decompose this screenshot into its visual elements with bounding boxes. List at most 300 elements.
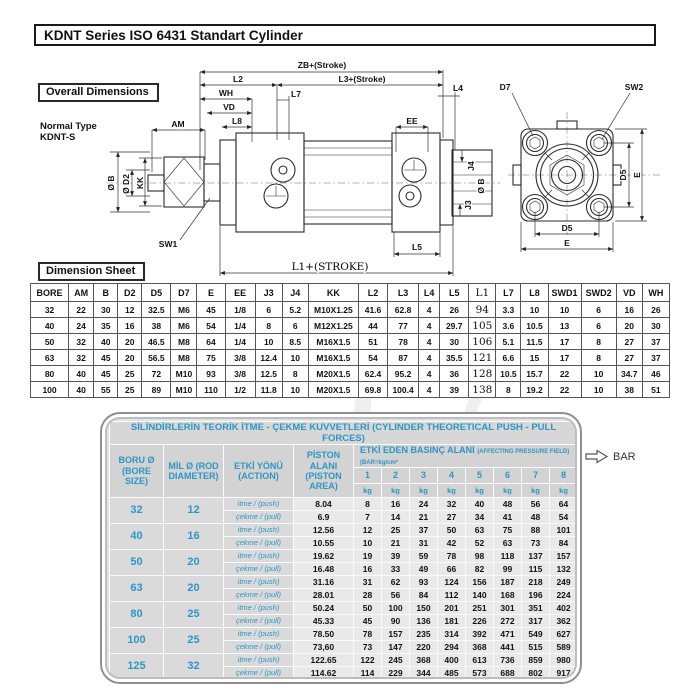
- dim-cell: 30: [94, 302, 118, 318]
- dim-col-header-vd: VD: [616, 284, 642, 302]
- dim-cell: 3/8: [225, 366, 255, 382]
- push-force-value: 157: [550, 549, 578, 562]
- rod-value: 25: [164, 601, 224, 627]
- push-force-value: 156: [466, 575, 494, 588]
- dim-cell: 20: [616, 318, 642, 334]
- dim-row-bore-63: [31, 350, 670, 366]
- push-force-value: 39: [382, 549, 410, 562]
- pull-force-value: 224: [550, 588, 578, 601]
- dim-cell: 32: [69, 350, 94, 366]
- dim-cell: 38: [142, 318, 171, 334]
- push-force-value: 471: [494, 627, 522, 640]
- dim-label-wh: WH: [218, 88, 234, 98]
- action-pull-label: çekme / (pull): [224, 640, 294, 653]
- piston-area-pull: 114.62: [294, 666, 354, 679]
- force-row-push-32: [110, 497, 578, 510]
- bore-value: 63: [110, 575, 164, 601]
- dim-cell: 138: [469, 382, 496, 398]
- dim-cell: 4: [419, 382, 440, 398]
- dim-cell: 24: [69, 318, 94, 334]
- dim-label-l4: L4: [453, 83, 463, 93]
- dim-label-l7: L7: [291, 89, 301, 99]
- pull-force-value: 84: [550, 536, 578, 549]
- dim-cell: 16: [616, 302, 642, 318]
- dim-cell: M10: [171, 382, 197, 398]
- dim-cell: 63: [31, 350, 69, 366]
- dim-cell: 56.5: [142, 350, 171, 366]
- pull-force-value: 27: [438, 510, 466, 523]
- pull-force-value: 112: [438, 588, 466, 601]
- force-row-push-80: [110, 601, 578, 614]
- rod-value: 16: [164, 523, 224, 549]
- dim-col-header-d2: D2: [118, 284, 142, 302]
- dim-cell: 3.6: [496, 318, 521, 334]
- piston-area-pull: 10.55: [294, 536, 354, 549]
- pull-force-value: 10: [354, 536, 382, 549]
- dim-col-header-l7: L7: [496, 284, 521, 302]
- col-header-piston-area: PİSTON ALANI (PISTON AREA): [294, 445, 354, 498]
- push-force-value: 235: [410, 627, 438, 640]
- dim-cell: 89: [142, 382, 171, 398]
- dim-cell: 50: [31, 334, 69, 350]
- dim-cell: 100.4: [388, 382, 419, 398]
- pull-force-value: 73: [354, 640, 382, 653]
- push-force-value: 157: [382, 627, 410, 640]
- dim-cell: 37: [642, 334, 669, 350]
- bar-col-5: 5: [466, 467, 494, 483]
- dim-cell: 10: [282, 350, 308, 366]
- dim-label-l8: L8: [232, 116, 242, 126]
- dim-label-j4: J4: [466, 161, 476, 171]
- pull-force-value: 362: [550, 614, 578, 627]
- dim-cell: M16X1.5: [308, 350, 358, 366]
- push-force-value: 251: [466, 601, 494, 614]
- bore-value: 50: [110, 549, 164, 575]
- pull-force-value: 589: [550, 640, 578, 653]
- dim-cell: M10X1.25: [308, 302, 358, 318]
- dim-col-header-j4: J4: [282, 284, 308, 302]
- pull-force-value: 181: [438, 614, 466, 627]
- bar-col-1: 1: [354, 467, 382, 483]
- dim-col-header-b: B: [94, 284, 118, 302]
- push-force-value: 122: [354, 653, 382, 666]
- push-force-value: 627: [550, 627, 578, 640]
- dim-cell: 19.2: [521, 382, 548, 398]
- bore-value: 100: [110, 627, 164, 653]
- push-force-value: 25: [382, 523, 410, 536]
- kg-unit: kg: [410, 483, 438, 497]
- dim-cell: 64: [197, 334, 225, 350]
- dim-cell: 62.4: [358, 366, 387, 382]
- push-force-value: 32: [438, 497, 466, 510]
- push-force-value: 549: [522, 627, 550, 640]
- col-header-rod-diameter: MİL Ø (ROD DIAMETER): [164, 445, 224, 498]
- push-force-value: 980: [550, 653, 578, 666]
- dim-cell: 93: [197, 366, 225, 382]
- push-force-value: 736: [494, 653, 522, 666]
- push-force-value: 75: [494, 523, 522, 536]
- piston-area-pull: 45.33: [294, 614, 354, 627]
- kg-unit: kg: [466, 483, 494, 497]
- dim-cell: 10: [255, 334, 282, 350]
- dim-cell: 26: [440, 302, 469, 318]
- pull-force-value: 220: [410, 640, 438, 653]
- push-force-value: 368: [410, 653, 438, 666]
- bore-value: 32: [110, 497, 164, 523]
- piston-area-push: 19.62: [294, 549, 354, 562]
- force-table-title: SİLİNDİRLERİN TEORİK İTME - ÇEKME KUVVETLERİ (CYLINDER THEORETICAL PUSH - PULL FORCES): [110, 422, 578, 445]
- push-force-value: 301: [494, 601, 522, 614]
- bar-col-7: 7: [522, 467, 550, 483]
- dim-cell: 17: [548, 350, 581, 366]
- pull-force-value: 132: [550, 562, 578, 575]
- push-force-value: 50: [438, 523, 466, 536]
- dim-cell: 8: [581, 350, 616, 366]
- force-table-inner: [105, 417, 577, 679]
- action-push-label: itme / (push): [224, 575, 294, 588]
- push-force-value: 48: [494, 497, 522, 510]
- dim-cell: 8: [282, 366, 308, 382]
- force-table-panel: [100, 412, 582, 684]
- pull-force-value: 140: [466, 588, 494, 601]
- dim-cell: 6: [581, 318, 616, 334]
- action-pull-label: çekme / (pull): [224, 536, 294, 549]
- dim-col-header-l3: L3: [388, 284, 419, 302]
- dim-col-header-l4: L4: [419, 284, 440, 302]
- kg-unit: kg: [382, 483, 410, 497]
- push-force-value: 351: [522, 601, 550, 614]
- pull-force-value: 99: [494, 562, 522, 575]
- dim-row-bore-80: [31, 366, 670, 382]
- pull-force-value: 802: [522, 666, 550, 679]
- dim-cell: 45: [94, 350, 118, 366]
- dim-cell: 45: [197, 302, 225, 318]
- dim-cell: 62.8: [388, 302, 419, 318]
- pull-force-value: 34: [466, 510, 494, 523]
- dim-col-header-l2: L2: [358, 284, 387, 302]
- pull-force-value: 49: [410, 562, 438, 575]
- pull-force-value: 7: [354, 510, 382, 523]
- dim-label-j3: J3: [463, 200, 473, 210]
- push-force-value: 98: [466, 549, 494, 562]
- pull-force-value: 73: [522, 536, 550, 549]
- dim-cell: 22: [69, 302, 94, 318]
- dim-cell: M6: [171, 318, 197, 334]
- dim-cell: 75: [197, 350, 225, 366]
- dim-label-e-v: E: [632, 172, 642, 178]
- dim-col-header-swd2: SWD2: [581, 284, 616, 302]
- pull-force-value: 14: [382, 510, 410, 523]
- dim-label-l1: L1+(STROKE): [291, 261, 369, 273]
- push-force-value: 50: [354, 601, 382, 614]
- push-force-value: 137: [522, 549, 550, 562]
- dim-cell: 4: [419, 366, 440, 382]
- dim-cell: 17: [548, 334, 581, 350]
- dim-cell: 40: [31, 318, 69, 334]
- push-force-value: 19: [354, 549, 382, 562]
- dim-label-l2: L2: [233, 74, 243, 84]
- dim-cell: 38: [616, 382, 642, 398]
- pressure-header-note: (AFFECTING PRESSURE FIELD) (BAR=kg/cm²: [360, 449, 570, 466]
- push-force-value: 100: [382, 601, 410, 614]
- action-push-label: itme / (push): [224, 653, 294, 666]
- pull-force-value: 226: [466, 614, 494, 627]
- dim-cell: M10: [171, 366, 197, 382]
- dim-label-dia-b-left: Ø B: [106, 175, 116, 191]
- dimension-sheet-table: [30, 283, 670, 398]
- dim-cell: 25: [118, 366, 142, 382]
- dim-cell: 121: [469, 350, 496, 366]
- dim-row-bore-100: [31, 382, 670, 398]
- kg-unit: kg: [354, 483, 382, 497]
- dim-cell: 80: [31, 366, 69, 382]
- dim-cell: 15: [521, 350, 548, 366]
- push-force-value: 8: [354, 497, 382, 510]
- action-push-label: itme / (push): [224, 601, 294, 614]
- col-header-action: ETKİ YÖNÜ (ACTION): [224, 445, 294, 498]
- push-force-value: 12: [354, 523, 382, 536]
- dim-cell: 44: [358, 318, 387, 334]
- push-force-value: 187: [494, 575, 522, 588]
- push-force-value: 37: [410, 523, 438, 536]
- page-title: KDNT Series ISO 6431 Standart Cylinder: [34, 24, 656, 46]
- dim-cell: 10: [548, 302, 581, 318]
- dim-cell: 6.6: [496, 350, 521, 366]
- pull-force-value: 441: [494, 640, 522, 653]
- action-push-label: itme / (push): [224, 523, 294, 536]
- kg-unit: kg: [438, 483, 466, 497]
- dim-cell: 32: [31, 302, 69, 318]
- bar-col-4: 4: [438, 467, 466, 483]
- dimension-lines: [110, 70, 647, 276]
- dim-cell: 77: [388, 318, 419, 334]
- overall-dimensions-label: Overall Dimensions: [38, 83, 159, 102]
- dim-col-header-j3: J3: [255, 284, 282, 302]
- pull-force-value: 41: [494, 510, 522, 523]
- dim-cell: 6: [282, 318, 308, 334]
- dim-cell: 12.5: [255, 366, 282, 382]
- normal-type-label: [40, 121, 97, 144]
- force-row-push-40: [110, 523, 578, 536]
- push-force-value: 124: [438, 575, 466, 588]
- push-force-value: 150: [410, 601, 438, 614]
- dim-label-l3: L3+(Stroke): [338, 74, 386, 84]
- dim-cell: 69.8: [358, 382, 387, 398]
- action-push-label: itme / (push): [224, 549, 294, 562]
- pull-force-value: 45: [354, 614, 382, 627]
- dim-label-zb: ZB+(Stroke): [297, 60, 347, 70]
- piston-area-pull: 6.9: [294, 510, 354, 523]
- pull-force-value: 114: [354, 666, 382, 679]
- dim-label-vd: VD: [223, 102, 235, 112]
- push-force-value: 40: [466, 497, 494, 510]
- bar-col-6: 6: [494, 467, 522, 483]
- dim-cell: 10: [282, 382, 308, 398]
- push-force-value: 392: [466, 627, 494, 640]
- dimension-sheet-header-row: [31, 284, 670, 302]
- dim-label-d7: D7: [499, 82, 511, 92]
- dim-cell: 30: [642, 318, 669, 334]
- pull-force-value: 485: [438, 666, 466, 679]
- piston-area-pull: 73,60: [294, 640, 354, 653]
- pull-force-value: 28: [354, 588, 382, 601]
- pull-force-value: 21: [410, 510, 438, 523]
- dim-cell: 54: [358, 350, 387, 366]
- dim-cell: 12: [118, 302, 142, 318]
- force-row-push-100: [110, 627, 578, 640]
- dim-cell: 95.2: [388, 366, 419, 382]
- pull-force-value: 344: [410, 666, 438, 679]
- rod-value: 25: [164, 627, 224, 653]
- pull-force-value: 917: [550, 666, 578, 679]
- dim-col-header-d7: D7: [171, 284, 197, 302]
- push-force-value: 78: [354, 627, 382, 640]
- dim-label-d5-h: D5: [561, 223, 573, 233]
- push-force-value: 245: [382, 653, 410, 666]
- dim-cell: 30: [440, 334, 469, 350]
- dim-cell: 29.7: [440, 318, 469, 334]
- flange-profile-view: [452, 150, 492, 216]
- dim-cell: 87: [388, 350, 419, 366]
- kg-unit: kg: [494, 483, 522, 497]
- action-push-label: itme / (push): [224, 497, 294, 510]
- dim-cell: 22: [548, 382, 581, 398]
- dim-cell: 106: [469, 334, 496, 350]
- pull-force-value: 48: [522, 510, 550, 523]
- dim-cell: 46: [642, 366, 669, 382]
- dim-cell: 4: [419, 350, 440, 366]
- push-force-value: 63: [466, 523, 494, 536]
- push-force-value: 78: [438, 549, 466, 562]
- bore-value: 125: [110, 653, 164, 679]
- action-pull-label: çekme / (pull): [224, 588, 294, 601]
- dim-cell: 6: [255, 302, 282, 318]
- kg-unit: kg: [522, 483, 550, 497]
- dim-cell: 54: [197, 318, 225, 334]
- dim-cell: M20X1.5: [308, 366, 358, 382]
- dim-cell: 105: [469, 318, 496, 334]
- force-row-push-125: [110, 653, 578, 666]
- dim-cell: 34.7: [616, 366, 642, 382]
- bore-value: 40: [110, 523, 164, 549]
- bar-label: BAR: [613, 450, 636, 463]
- pull-force-value: 136: [410, 614, 438, 627]
- dim-cell: 4: [419, 334, 440, 350]
- dim-cell: 40: [69, 382, 94, 398]
- pull-force-value: 16: [354, 562, 382, 575]
- dim-cell: 32: [69, 334, 94, 350]
- dim-label-d5-v: D5: [618, 169, 628, 181]
- dim-cell: 10.5: [521, 318, 548, 334]
- dim-label-sw2: SW2: [624, 82, 644, 92]
- dim-col-header-d5: D5: [142, 284, 171, 302]
- dim-cell: 10.5: [496, 366, 521, 382]
- dim-cell: 10: [581, 382, 616, 398]
- piston-area-push: 122.65: [294, 653, 354, 666]
- rod-value: 12: [164, 497, 224, 523]
- push-force-value: 118: [494, 549, 522, 562]
- dim-col-header-wh: WH: [642, 284, 669, 302]
- bar-col-3: 3: [410, 467, 438, 483]
- pull-force-value: 368: [466, 640, 494, 653]
- action-pull-label: çekme / (pull): [224, 510, 294, 523]
- dim-cell: 36: [440, 366, 469, 382]
- dim-cell: 45: [94, 366, 118, 382]
- action-push-label: itme / (push): [224, 627, 294, 640]
- dim-cell: 25: [118, 382, 142, 398]
- rod-value: 20: [164, 575, 224, 601]
- dim-cell: 55: [94, 382, 118, 398]
- piston-area-pull: 16.48: [294, 562, 354, 575]
- dim-cell: 37: [642, 350, 669, 366]
- dim-cell: 8.5: [282, 334, 308, 350]
- piston-area-push: 8.04: [294, 497, 354, 510]
- dim-cell: 110: [197, 382, 225, 398]
- push-force-value: 24: [410, 497, 438, 510]
- dim-cell: 1/2: [225, 382, 255, 398]
- dim-cell: 35.5: [440, 350, 469, 366]
- dim-cell: 27: [616, 334, 642, 350]
- pull-force-value: 168: [494, 588, 522, 601]
- pull-force-value: 688: [494, 666, 522, 679]
- dim-cell: 100: [31, 382, 69, 398]
- dim-cell: 22: [548, 366, 581, 382]
- piston-area-push: 50.24: [294, 601, 354, 614]
- push-force-value: 249: [550, 575, 578, 588]
- piston-area-pull: 28.01: [294, 588, 354, 601]
- push-force-value: 59: [410, 549, 438, 562]
- push-force-value: 88: [522, 523, 550, 536]
- dim-cell: 16: [118, 318, 142, 334]
- dim-cell: M20X1.5: [308, 382, 358, 398]
- action-pull-label: çekme / (pull): [224, 614, 294, 627]
- dim-cell: 20: [118, 334, 142, 350]
- push-force-value: 16: [382, 497, 410, 510]
- push-force-value: 218: [522, 575, 550, 588]
- dim-cell: 6: [581, 302, 616, 318]
- pull-force-value: 54: [550, 510, 578, 523]
- dim-col-header-l5: L5: [440, 284, 469, 302]
- pull-force-value: 573: [466, 666, 494, 679]
- dim-cell: M8: [171, 350, 197, 366]
- dim-cell: 41.6: [358, 302, 387, 318]
- dim-label-sw1: SW1: [158, 239, 178, 249]
- push-force-value: 613: [466, 653, 494, 666]
- bar-annotation: [585, 449, 636, 464]
- push-force-value: 314: [438, 627, 466, 640]
- pull-force-value: 294: [438, 640, 466, 653]
- pull-force-value: 21: [382, 536, 410, 549]
- dim-cell: M8: [171, 334, 197, 350]
- dim-col-header-e: E: [197, 284, 225, 302]
- dim-col-header-kk: KK: [308, 284, 358, 302]
- dim-cell: 1/8: [225, 302, 255, 318]
- push-force-value: 859: [522, 653, 550, 666]
- pull-force-value: 82: [466, 562, 494, 575]
- push-force-value: 93: [410, 575, 438, 588]
- dim-cell: M16X1.5: [308, 334, 358, 350]
- dim-cell: 46.5: [142, 334, 171, 350]
- dim-label-l5: L5: [412, 242, 422, 252]
- dim-label-dia-b-right: Ø B: [476, 178, 486, 194]
- dim-cell: 4: [419, 302, 440, 318]
- force-row-push-63: [110, 575, 578, 588]
- dim-label-e-h: E: [564, 238, 570, 248]
- dim-cell: 40: [69, 366, 94, 382]
- dim-cell: 32.5: [142, 302, 171, 318]
- pull-force-value: 272: [494, 614, 522, 627]
- pull-force-value: 515: [522, 640, 550, 653]
